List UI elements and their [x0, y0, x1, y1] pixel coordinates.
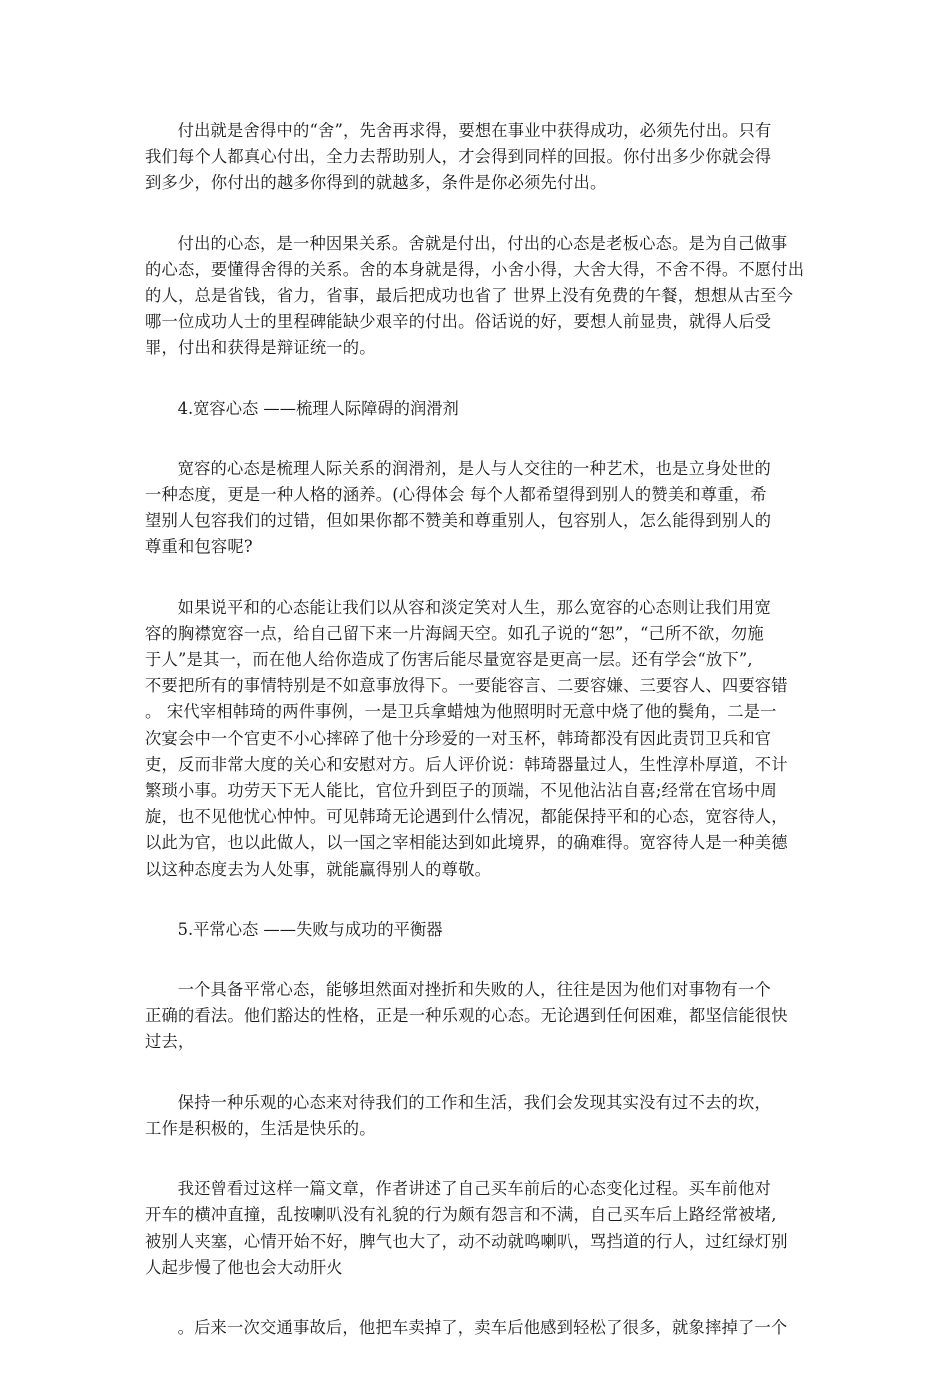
text-line: 容的胸襟宽容一点，给自己留下来一片海阔天空。如孔子说的“恕”，“己所不欲，勿施 [145, 623, 764, 643]
text-line: 旋，也不见他忧心忡忡。可见韩琦无论遇到什么情况，都能保持平和的心态，宽容待人， [145, 807, 788, 827]
text-line: 付出的心态，是一种因果关系。舍就是付出，付出的心态是老板心态。是为自己做事 [177, 233, 788, 253]
paragraph [145, 595, 807, 883]
text-line: 繁琐小事。功劳天下无人能比，官位升到臣子的顶端，不见他沾沾自喜;经常在官场中周 [145, 781, 777, 801]
paragraph [145, 977, 807, 1056]
text-line: 我们每个人都真心付出，全力去帮助别人，才会得到同样的回报。你付出多少你就会得 [145, 147, 772, 167]
paragraph [145, 118, 807, 197]
paragraph [145, 1176, 807, 1281]
text-line: 尊重和包容呢? [145, 537, 253, 557]
text-line: 开车的横冲直撞，乱按喇叭没有礼貌的行为颇有怨言和不满，自己买车后上路经常被堵, [145, 1205, 777, 1225]
text-line: 一个具备平常心态，能够坦然面对挫折和失败的人，往往是因为他们对事物有一个 [177, 980, 771, 1000]
text-line: 的心态，要懂得舍得的关系。舍的本身就是得，小舍小得，大舍大得，不舍不得。不愿付出 [145, 259, 805, 279]
text-line: 4.宽容心态 ——梳理人际障碍的润滑剂 [177, 398, 459, 418]
text-line: 工作是积极的，生活是快乐的。 [145, 1118, 376, 1138]
text-line: 的人，总是省钱，省力，省事，最后把成功也省了 世界上没有免费的午餐，想想从古至今 [145, 286, 794, 306]
text-line: 被别人夹塞，心情开始不好，脾气也大了，动不动就鸣喇叭，骂挡道的行人，过红绿灯别 [145, 1231, 788, 1251]
paragraph [145, 456, 807, 561]
text-line: 一种态度，更是一种人格的涵养。(心得体会 每个人都希望得到别人的赞美和尊重，希 [145, 485, 767, 505]
paragraph [145, 1090, 807, 1142]
text-line: 于人”是其一，而在他人给你造成了伤害后能尽量宽容是更高一层。还有学会“放下”, [145, 650, 753, 670]
text-line: 望别人包容我们的过错，但如果你都不赞美和尊重别人，包容别人，怎么能得到别人的 [145, 511, 772, 531]
text-line: 。 宋代宰相韩琦的两件事例，一是卫兵拿蜡烛为他照明时无意中烧了他的鬓角，二是一 [145, 702, 777, 722]
section-heading [145, 396, 807, 422]
text-line: 宽容的心态是梳理人际关系的润滑剂，是人与人交往的一种艺术，也是立身处世的 [177, 458, 771, 478]
section-heading [145, 917, 807, 943]
text-line: 。后来一次交通事故后，他把车卖掉了，卖车后他感到轻松了很多，就象摔掉了一个 [177, 1317, 788, 1337]
text-line: 5.平常心态 ——失败与成功的平衡器 [177, 919, 443, 939]
text-line: 吏，反而非常大度的关心和安慰对方。后人评价说：韩琦器量过人，生性淳朴厚道，不计 [145, 754, 788, 774]
paragraph [145, 1315, 807, 1341]
text-line: 以此为官，也以此做人，以一国之宰相能达到如此境界，的确难得。宽容待人是一种美德 [145, 833, 788, 853]
text-line: 以这种态度去为人处事，就能赢得别人的尊敬。 [145, 859, 492, 879]
text-line: 我还曾看过这样一篇文章，作者讲述了自己买车前后的心态变化过程。买车前他对 [177, 1179, 771, 1199]
text-line: 正确的看法。他们豁达的性格，正是一种乐观的心态。无论遇到任何困难，都坚信能很快 [145, 1006, 788, 1026]
text-line: 付出就是舍得中的“舍”，先舍再求得，要想在事业中获得成功，必须先付出。只有 [177, 121, 772, 140]
text-line: 罪，付出和获得是辩证统一的。 [145, 338, 376, 358]
text-line: 不要把所有的事情特别是不如意事放得下。一要能容言、二要容嫌、三要容人、四要容错 [145, 676, 788, 696]
text-line: 保持一种乐观的心态来对待我们的工作和生活，我们会发现其实没有过不去的坎， [177, 1092, 771, 1112]
paragraph [145, 231, 807, 362]
text-line: 哪一位成功人士的里程碑能缺少艰辛的付出。俗话说的好，要想人前显贵，就得人后受 [145, 312, 772, 332]
text-line: 人起步慢了他也会大动肝火 [145, 1257, 343, 1277]
text-line: 过去， [145, 1032, 195, 1052]
text-line: 如果说平和的心态能让我们以从容和淡定笑对人生，那么宽容的心态则让我们用宽 [177, 597, 771, 617]
text-line: 次宴会中一个官吏不小心摔碎了他十分珍爱的一对玉杯，韩琦都没有因此责罚卫兵和官 [145, 728, 772, 748]
text-line: 到多少，你付出的越多你得到的就越多，条件是你必须先付出。 [145, 173, 607, 193]
document-body [145, 118, 807, 1375]
